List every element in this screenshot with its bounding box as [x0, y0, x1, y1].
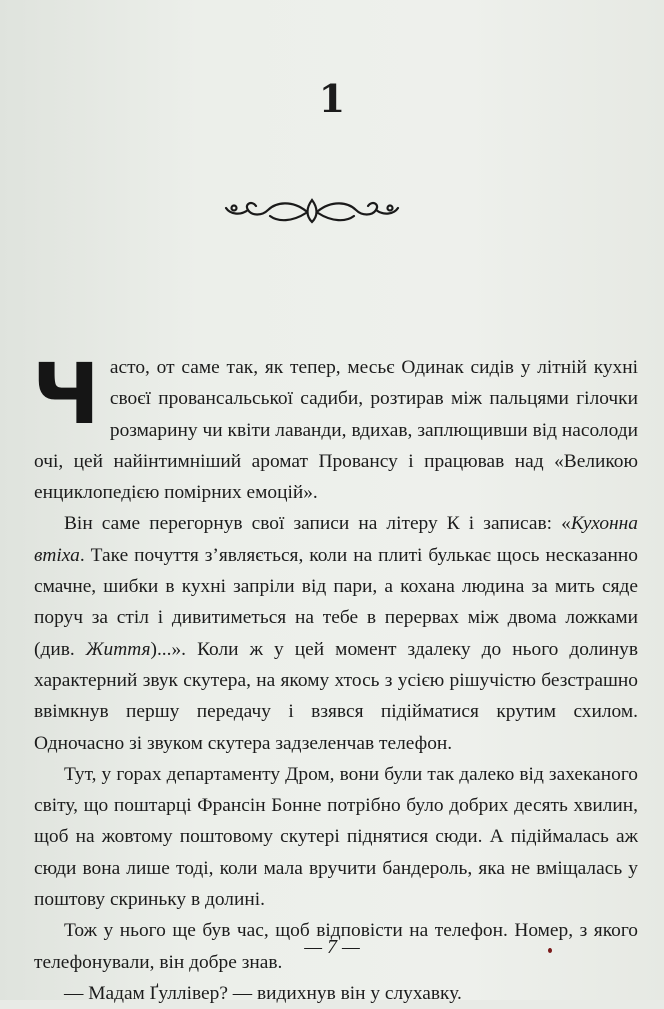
- drop-cap: Ч: [32, 345, 100, 443]
- paragraph-2-part-1: Він саме перегорнув свої записи на літеру К і записав: «: [64, 513, 571, 535]
- paragraph-1: [32, 345, 638, 508]
- paragraph-2: [34, 508, 638, 758]
- paragraph-5: — Мадам Ґуллівер? — видихнув він у слухавку.: [64, 982, 462, 1004]
- paragraph-2-italic-reference: Життя: [85, 638, 151, 660]
- page-number: — 7 —: [304, 936, 360, 958]
- paragraph-2-italic-term: Кухонна втіха: [34, 513, 638, 566]
- paragraph-2-part-2: . Таке почуття з’являється, коли на плиті булькає щось несказанно смачне, шибки в кухні запріли від пари, а кохана людина за мить сяде поруч за стіл і дивитиметься на тебе в перервах між двома ложками (див.: [34, 544, 638, 660]
- paragraph-2-part-3: )...». Коли ж у цей момент здалеку до нього долинув характерний звук скутера, на якому хтось з усією рішучістю безстрашно ввімкнув першу передачу і взявся підійматися крутим схилом. Одночасно зі звуком скутера задзеленчав телефон.: [34, 638, 638, 754]
- body-text: [32, 345, 638, 1009]
- ink-speck: [548, 948, 552, 953]
- paragraph-4: Тож у нього ще був час, щоб відповісти на телефон. Номер, з якого телефонували, він добре знав.: [34, 920, 638, 973]
- chapter-number: 1: [318, 76, 346, 121]
- ornament-flourish-icon: [222, 194, 402, 228]
- paragraph-1-text: асто, от саме так, як тепер, месьє Одинак сидів у літній кухні своєї провансальської садиби, розтирав між пальцями гілочки розмарину чи квіти лаванди, вдихав, заплющивши від насолоди очі, цей найінтимніший аромат Провансу і працював над «Великою енциклопедією помірних емоцій».: [34, 357, 638, 504]
- paragraph-3: Тут, у горах департаменту Дром, вони були так далеко від захеканого світу, що поштарці Франсін Бонне потрібно було добрих десять хвилин, щоб на жовтому поштовому скутері піднятися сюди. А підіймалась аж сюди вона лише тоді, коли мала вручити бандероль, яка не вміщалась у поштову скриньку в долині.: [34, 763, 638, 911]
